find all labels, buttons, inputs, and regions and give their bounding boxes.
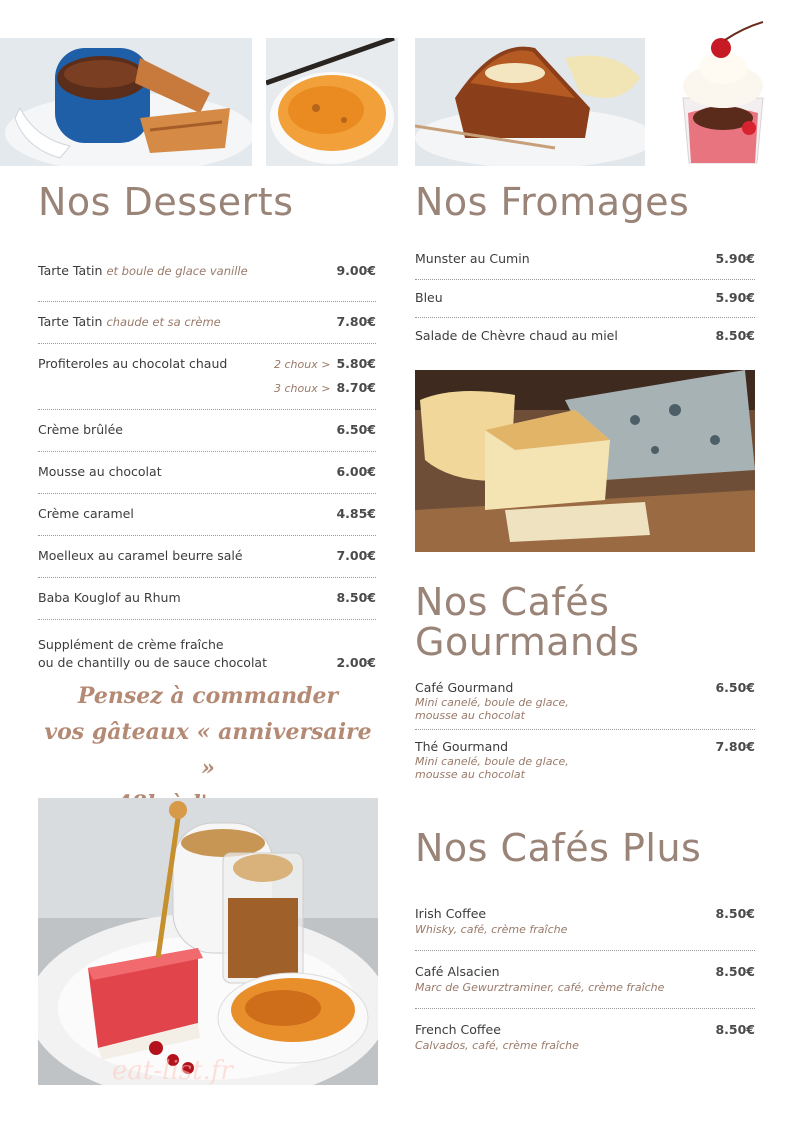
option-qty: 2 choux > bbox=[274, 358, 331, 371]
dessert-row bbox=[38, 536, 376, 578]
option-two-choux bbox=[274, 355, 376, 373]
item-desc: Calvados, café, crème fraîche bbox=[415, 1039, 579, 1052]
item-price: 6.50€ bbox=[715, 680, 755, 695]
dessert-note: chaude et sa crème bbox=[106, 315, 221, 329]
item-desc-1: Mini canelé, boule de glace, bbox=[415, 755, 569, 768]
item-price: 8.50€ bbox=[715, 906, 755, 921]
cafes-gourmands-title bbox=[415, 580, 640, 664]
item-price: 7.80€ bbox=[715, 739, 755, 754]
fromage-row bbox=[415, 280, 755, 318]
cafe-plus-row bbox=[415, 951, 755, 1009]
dessert-price: 4.85€ bbox=[336, 506, 376, 521]
fromage-name: Salade de Chèvre chaud au miel bbox=[415, 328, 618, 343]
cafe-plus-row bbox=[415, 1009, 755, 1067]
cafes-gourmands-list bbox=[415, 680, 755, 790]
item-desc: Whisky, café, crème fraîche bbox=[415, 923, 568, 936]
item-price: 8.50€ bbox=[715, 964, 755, 979]
item-name-block bbox=[415, 905, 715, 936]
dessert-name: Moelleux au caramel beurre salé bbox=[38, 548, 243, 563]
option-qty: 3 choux > bbox=[274, 382, 331, 395]
cafe-gourmand-photo bbox=[38, 798, 378, 1085]
item-desc-1: Mini canelé, boule de glace, bbox=[415, 696, 569, 709]
fromage-row bbox=[415, 250, 755, 280]
desserts-title: Nos Desserts bbox=[38, 180, 294, 224]
dessert-row bbox=[38, 260, 376, 302]
dessert-row bbox=[38, 578, 376, 620]
dessert-price: 7.00€ bbox=[336, 548, 376, 563]
option-price: 8.70€ bbox=[336, 380, 376, 395]
item-desc: Marc de Gewurztraminer, café, crème fraîche bbox=[415, 981, 665, 994]
cafe-gourmand-row bbox=[415, 680, 755, 730]
fromage-row bbox=[415, 318, 755, 356]
item-name: Irish Coffee bbox=[415, 906, 487, 921]
desserts-list bbox=[38, 260, 376, 672]
dessert-price: 6.50€ bbox=[336, 422, 376, 437]
dessert-row bbox=[38, 620, 376, 672]
item-name: Café Alsacien bbox=[415, 964, 500, 979]
watermark: eat-list.fr bbox=[112, 1056, 233, 1086]
fromage-price: 5.90€ bbox=[715, 251, 755, 266]
supplement-line-2: ou de chantilly ou de sauce chocolat bbox=[38, 655, 267, 670]
item-name-block bbox=[415, 680, 715, 722]
dessert-price: 2.00€ bbox=[336, 655, 376, 670]
cafes-plus-title: Nos Cafés Plus bbox=[415, 826, 702, 870]
note-line-1: Pensez à commander bbox=[77, 683, 339, 709]
dessert-name: Tarte Tatin bbox=[38, 263, 103, 278]
fromages-list bbox=[415, 250, 755, 356]
item-name-block bbox=[415, 963, 715, 994]
item-price: 8.50€ bbox=[715, 1022, 755, 1037]
dessert-name: Tarte Tatin bbox=[38, 314, 103, 329]
fromage-name: Bleu bbox=[415, 290, 443, 305]
item-name: French Coffee bbox=[415, 1022, 501, 1037]
dessert-name: Crème brûlée bbox=[38, 422, 123, 437]
tarte-tatin-photo bbox=[415, 38, 645, 166]
option-three-choux bbox=[274, 379, 376, 397]
sundae-glass-photo bbox=[673, 18, 773, 166]
cafe-gourmand-row bbox=[415, 730, 755, 790]
fromage-price: 8.50€ bbox=[715, 328, 755, 343]
dessert-name: Crème caramel bbox=[38, 506, 134, 521]
cafes-plus-list bbox=[415, 905, 755, 1067]
item-name: Café Gourmand bbox=[415, 680, 514, 695]
supplement-line-1: Supplément de crème fraîche bbox=[38, 637, 224, 652]
chocolate-dessert-photo bbox=[0, 38, 252, 166]
dessert-name: Mousse au chocolat bbox=[38, 464, 162, 479]
dessert-row bbox=[38, 452, 376, 494]
dessert-row bbox=[38, 494, 376, 536]
cheese-platter-photo bbox=[415, 370, 755, 552]
dessert-note: et boule de glace vanille bbox=[106, 264, 248, 278]
creme-brulee-photo bbox=[266, 38, 398, 166]
fromage-price: 5.90€ bbox=[715, 290, 755, 305]
item-desc-2: mousse au chocolat bbox=[415, 768, 525, 781]
dessert-row bbox=[38, 410, 376, 452]
supplement-name bbox=[38, 636, 336, 672]
dessert-name: Profiteroles au chocolat chaud bbox=[38, 356, 228, 371]
item-name: Thé Gourmand bbox=[415, 739, 509, 754]
fromage-name: Munster au Cumin bbox=[415, 251, 530, 266]
note-line-2: vos gâteaux « anniversaire » bbox=[44, 719, 372, 781]
dessert-row bbox=[38, 302, 376, 344]
dessert-price: 6.00€ bbox=[336, 464, 376, 479]
fromages-title: Nos Fromages bbox=[415, 180, 690, 224]
cafes-gourmands-title-line-2: Gourmands bbox=[415, 620, 640, 664]
dessert-price: 8.50€ bbox=[336, 590, 376, 605]
dessert-row bbox=[38, 344, 376, 410]
dessert-price: 9.00€ bbox=[336, 263, 376, 278]
cafes-gourmands-title-line-1: Nos Cafés bbox=[415, 580, 610, 624]
option-price: 5.80€ bbox=[336, 356, 376, 371]
profiteroles-options bbox=[274, 355, 376, 397]
dessert-price: 7.80€ bbox=[336, 314, 376, 329]
item-name-block bbox=[415, 739, 715, 781]
item-desc-2: mousse au chocolat bbox=[415, 709, 525, 722]
dessert-name: Baba Kouglof au Rhum bbox=[38, 590, 181, 605]
cafe-plus-row bbox=[415, 905, 755, 951]
item-name-block bbox=[415, 1021, 715, 1052]
